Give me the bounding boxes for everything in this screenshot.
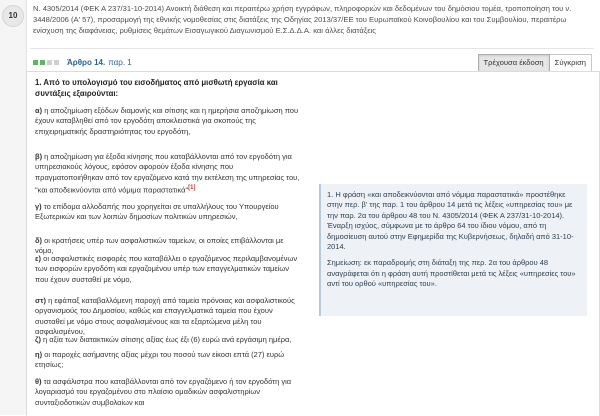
- footnote-text: 1. Η φράση «και αποδεικνύονται από νόμιμα παραστατικά» προστέθηκε στην περ. β' της παρ. 1 του άρθρου 14 μετά τις λέξεις «υπηρεσίας του» με την παρ. 2α του άρθρου 48 του Ν. 4305/2014 (ΦΕΚ Α 237/31-10-2014). Έναρξη ισχύος, σύμφωνα με το άρθρο 64 του ίδιου νόμου, από τη δημοσίευση αυτού στην Εφημερίδα της Κυβερνήσεως, δηλαδή από 31-10-2014.: [327, 190, 574, 252]
- footnote-remark: Σημείωση: εκ παραδρομής στη διάταξη της περ. 2α του άρθρου 48 αναγράφεται ότι η φράση αυτή προστίθεται μετά τις λέξεις «υπηρεσίες του» αντί του ορθού «υπηρεσίας του».: [327, 258, 576, 289]
- list-item: γ) το επίδομα αλλοδαπής που χορηγείται σε υπαλλήλους του Υπουργείου Εξωτερικών και των λοιπών δημοσίων πολιτικών υπηρεσιών,: [35, 202, 279, 222]
- article-paragraph-label: παρ. 1: [108, 57, 132, 67]
- law-title: Ν. 4305/2014 (ΦΕΚ Α 237/31-10-2014) Ανοικτή διάθεση και περαιτέρω χρήση εγγράφων, πληροφοριών και δεδομένων του δημόσιου τομέα, τροποποίηση του ν. 3448/2006 (Α' 57), προσαρμογή της εθνικής νομοθεσίας στις διατάξεις της Οδηγίας 2013/37/ΕΕ του Ευρωπαϊκού Κοινοβουλίου και του Συμβουλίου, περαιτέρω ενίσχυση της διαφάνειας, ρυθμίσεις θεμάτων Εισαγωγικού Διαγωνισμού Ε.Σ.Δ.Δ.Α. και άλλες διατάξεις: [33, 4, 572, 35]
- left-gutter: [0, 0, 27, 415]
- list-item: δ) οι κρατήσεις υπέρ των ασφαλιστικών ταμείων, οι οποίες επιβάλλονται με νόμο,: [35, 236, 284, 256]
- list-item: ζ) η αξία των διατακτικών σίτισης αξίας έως έξι (6) ευρώ ανά εργάσιμη ημέρα,: [35, 335, 292, 344]
- list-item: α) η αποζημίωση εξόδων διαμονής και σίτισης και η ημερήσια αποζημίωση που έχουν καταβληθεί από τον εργοδότη αποκλειστικά για σκοπούς της επιχειρηματικής δραστηριότητας του εργοδότη,: [35, 106, 299, 136]
- paragraph-heading: 1. Από το υπολογισμό του εισοδήματος από μισθωτή εργασία και συντάξεις εξαιρούνται:: [35, 78, 278, 98]
- list-item: ε) οι ασφαλιστικές εισφορές που καταβάλλει ο εργαζόμενος περιλαμβανομένων των εισφορών εργοδότη και εργαζομένου υπέρ των επαγγελματικών ταμείων που έχουν συσταθεί με νόμο,: [35, 254, 298, 284]
- article-link[interactable]: Άρθρο 14.: [67, 57, 106, 67]
- article-panel: [26, 71, 600, 415]
- version-square-icon[interactable]: [47, 60, 52, 65]
- list-item: θ) τα ασφάλιστρα που καταβάλλονται από τον εργαζόμενο ή τον εργοδότη για λογαριασμό του εργαζομένου στο πλαίσιο ομαδικών ασφαλιστηρίων συνταξιοδοτικών συμβολαίων και: [35, 377, 292, 407]
- article-bar: [33, 55, 132, 69]
- list-item: β) η αποζημίωση για έξοδα κίνησης που καταβάλλονται από τον εργοδότη για υπηρεσιακούς λόγους, εφόσον αφορούν έξοδα κίνησης που πραγματοποιήθηκαν από τον εργαζόμενο κατά την εκτέλεση της υπηρεσίας του, "και αποδεικνύονται από νόμιμα παραστατικά"[1]: [35, 152, 300, 195]
- item-number-badge: 10: [2, 5, 24, 27]
- divider: [30, 48, 594, 49]
- list-item: η) οι παροχές ασήμαντης αξίας μέχρι του ποσού των είκοσι επτά (27) ευρώ ετησίως;: [35, 350, 285, 370]
- article-text-column: [26, 71, 315, 416]
- list-item: στ) η εφάπαξ καταβαλλόμενη παροχή από ταμεία πρόνοιας και ασφαλιστικούς οργανισμούς του Δημοσίου, καθώς και επαγγελματικά ταμεία που έχουν συσταθεί με νόμο στους ασφαλισμένους και τα εξαρτώμενα μέλη του ασφαλισμένου,: [35, 296, 295, 337]
- version-square-icon[interactable]: [40, 60, 45, 65]
- compare-button[interactable]: Σύγκριση: [550, 54, 592, 72]
- version-square-icon[interactable]: [33, 60, 38, 65]
- current-version-button[interactable]: Τρέχουσα έκδοση: [478, 54, 550, 72]
- footnote-box: [319, 184, 587, 316]
- version-square-icon[interactable]: [54, 60, 59, 65]
- view-toggle: [478, 54, 593, 72]
- annotations-column: [313, 71, 600, 416]
- footnote-link[interactable]: [1]: [188, 185, 196, 192]
